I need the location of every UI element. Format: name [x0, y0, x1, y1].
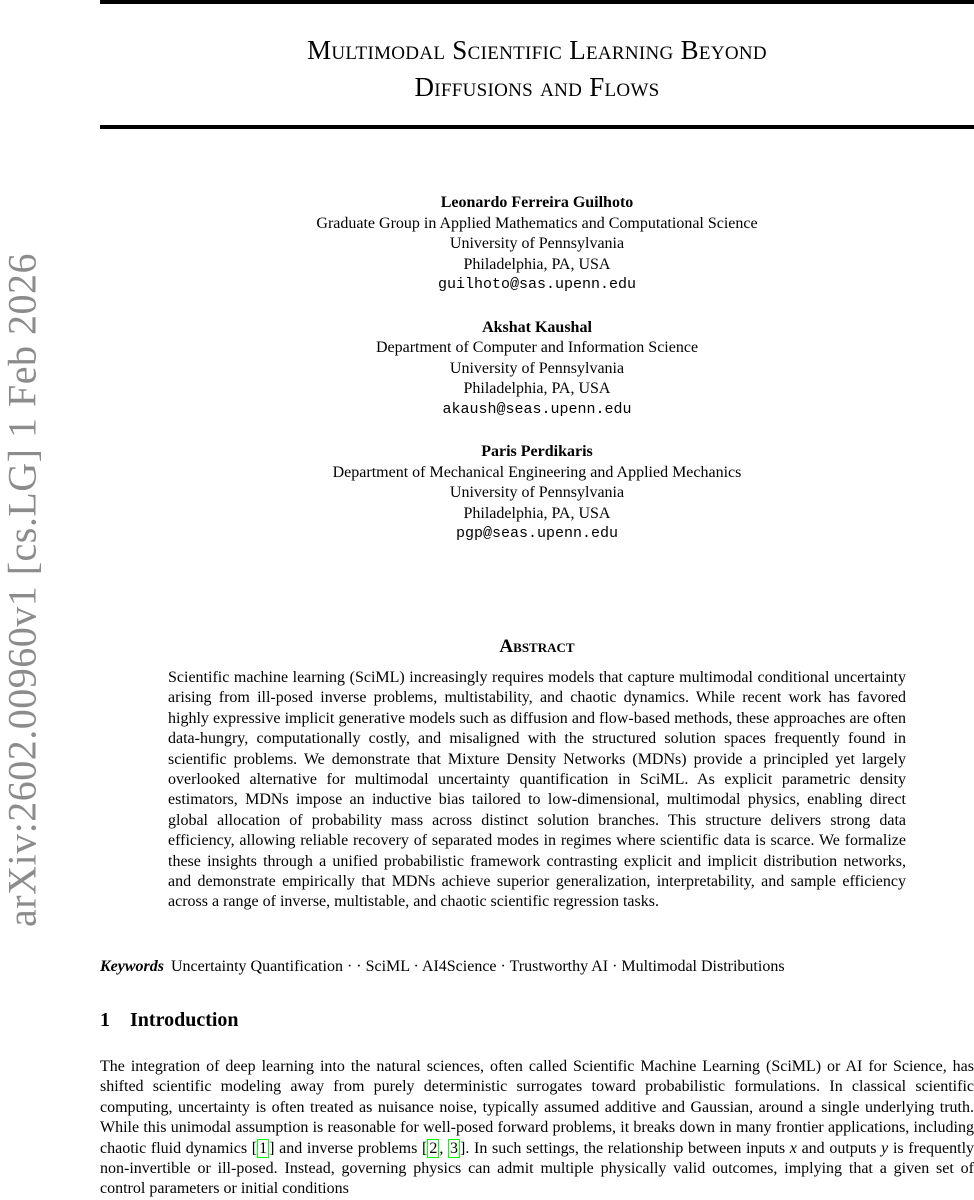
keywords-label: Keywords: [100, 958, 164, 975]
author-university: University of Pennsylvania: [449, 359, 625, 377]
author-university: University of Pennsylvania: [449, 235, 625, 252]
intro-text: is frequently non-invertible or ill-posed. Instead, governing physics can admit multiple physically valid outcomes, implying that a given set of control parameters or initial conditions: [100, 1139, 974, 1198]
paper-title: [100, 32, 974, 106]
author-location: Philadelphia, PA, USA: [463, 504, 611, 522]
author-affiliation: Department of Computer and Information Science: [375, 339, 699, 356]
author-block: [100, 442, 974, 545]
section-number: 1: [100, 1009, 110, 1031]
author-name: Leonardo Ferreira Guilhoto: [440, 194, 634, 211]
author-affiliation: Department of Mechanical Engineering and Applied Mechanics: [332, 463, 742, 481]
author-location: Philadelphia, PA, USA: [463, 255, 611, 273]
author-block: [100, 318, 974, 421]
paper-title-line-2: Diffusions and Flows: [414, 72, 660, 102]
author-list: [100, 193, 974, 567]
keywords-line: [100, 957, 974, 977]
citation-link[interactable]: 2: [429, 1139, 438, 1157]
author-block: [100, 193, 974, 296]
paper-title-line-1: Multimodal Scientific Learning Beyond: [307, 35, 767, 65]
abstract-heading: Abstract: [499, 636, 575, 657]
author-affiliation: Graduate Group in Applied Mathematics and Computational Science: [316, 214, 758, 232]
intro-text: . In such settings, the relationship between inputs: [465, 1139, 790, 1157]
author-university: University of Pennsylvania: [449, 484, 625, 501]
author-location: Philadelphia, PA, USA: [463, 380, 611, 397]
author-email: akaush@seas.upenn.edu: [442, 400, 632, 418]
author-name: Paris Perdikaris: [481, 443, 593, 460]
math-variable: y: [881, 1139, 889, 1157]
author-email: guilhoto@sas.upenn.edu: [437, 276, 637, 293]
abstract-text: Scientific machine learning (SciML) increasingly requires models that capture multimodal conditional uncertainty arising from ill-posed inverse problems, multistability, and chaotic dynamics. While recent work has favored highly expressive implicit generative models such as diffusion and flow-based methods, these approaches are often data-hungry, computationally costly, and misaligned with the structured solution spaces frequently found in scientific problems. We demonstrate that Mixture Density Networks (MDNs) provide a principled yet largely overlooked alternative for multimodal uncertainty quantification in SciML. As explicit parametric density estimators, MDNs impose an inductive bias tailored to low-dimensional, multimodal physics, enabling direct global allocation of probability mass across distinct solution branches. This structure delivers strong data efficiency, allowing reliable recovery of separated modes in regimes where scientific data is scarce. We formalize these insights through a unified probabilistic framework contrasting explicit and implicit distribution networks, and demonstrate empirically that MDNs achieve superior generalization, interpretability, and sample efficiency across a range of inverse, multistable, and chaotic scientific regression tasks.: [168, 669, 906, 911]
title-rule-bottom: [100, 125, 974, 129]
section-heading: [100, 1009, 239, 1032]
keywords-text: Uncertainty Quantification · · SciML · AI4Science · Trustworthy AI · Multimodal Distributions: [171, 958, 785, 975]
arxiv-identifier: arXiv:2602.00960v1 [cs.LG] 1 Feb 2026: [0, 253, 45, 927]
author-name: Akshat Kaushal: [482, 318, 592, 336]
intro-text: and inverse problems: [274, 1139, 422, 1157]
intro-text: The integration of deep learning into the natural sciences, often called Scientific Machine Learning (SciML) or AI for Science, has shifted scientific modeling away from purely deterministic surrogates toward probabilistic formulations. In classical scientific computing, uncertainty is often treated as nuisance noise, typically assumed additive and Gaussian, around a single underlying truth. While this unimodal assumption is reasonable for well-posed forward problems, it breaks down in many frontier applications, including chaotic fluid dynamics: [100, 1058, 974, 1157]
math-variable: x: [789, 1139, 797, 1157]
citation-link[interactable]: 1: [259, 1139, 268, 1157]
section-title: Introduction: [130, 1009, 239, 1031]
title-rule-top: [100, 0, 974, 4]
intro-text: and outputs: [796, 1139, 882, 1157]
author-email: pgp@seas.upenn.edu: [455, 525, 619, 542]
intro-paragraph: The integration of deep learning into the natural sciences, often called Scientific Machine Learning (SciML) or AI for Science, has shifted scientific modeling away from purely deterministic surrogates toward probabilistic formulations. In classical scientific computing, uncertainty is often treated as nuisance noise, typically assumed additive and Gaussian, around a single underlying truth. While this unimodal assumption is reasonable for well-posed forward problems, it breaks down in many frontier applications, including chaotic fluid dynamics [ 1 ] and inverse problems [ 2 , 3 ]. In such settings, the relationship between inputs x and outputs y is frequently non-invertible or ill-posed. Instead, governing physics can admit multiple physically valid outcomes, implying that a given set of control parameters or initial conditions: [100, 1058, 974, 1198]
citation-link[interactable]: 3: [450, 1139, 458, 1157]
